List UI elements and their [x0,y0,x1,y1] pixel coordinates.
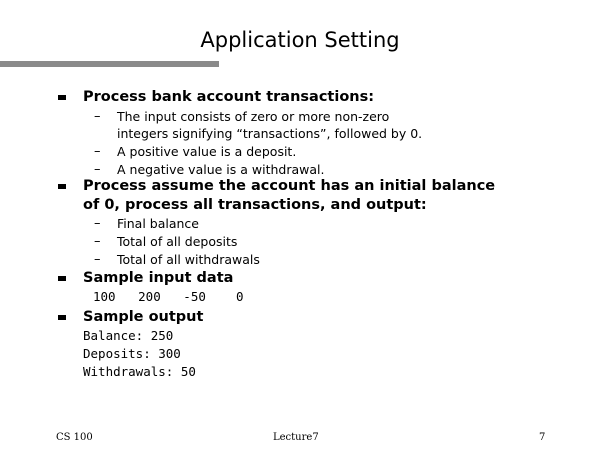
sample-output-code: Balance: 250 [83,328,174,343]
sub-bullet-text: A positive value is a deposit. [117,144,297,159]
bullet-text: Sample input data [83,270,234,286]
sub-bullet-dash: – [94,162,101,177]
sub-bullet-dash: – [94,234,101,249]
bullet-marker [58,184,66,189]
footer-page-number: 7 [539,432,546,443]
sample-input-code: 100 200 -50 0 [93,289,244,304]
bullet-text: of 0, process all transactions, and output: [83,197,427,213]
bullet-marker [58,315,66,320]
title-underline-bar [0,61,219,67]
sub-bullet-text: Final balance [117,216,199,231]
bullet-marker [58,276,66,281]
footer-lecture: Lecture7 [273,432,319,443]
sub-bullet-dash: – [94,109,101,124]
sample-output-code: Withdrawals: 50 [83,364,196,379]
sub-bullet-dash: – [94,252,101,267]
sub-bullet-text: integers signifying “transactions”, followed by 0. [117,126,423,141]
sub-bullet-text: A negative value is a withdrawal. [117,162,325,177]
bullet-text: Process assume the account has an initial balance [83,178,496,194]
bullet-text: Process bank account transactions: [83,89,375,105]
slide-title: Application Setting [200,28,400,52]
footer-course: CS 100 [56,432,93,443]
sub-bullet-text: The input consists of zero or more non-zero [117,109,390,124]
bullet-text: Sample output [83,309,204,325]
sample-output-code: Deposits: 300 [83,346,181,361]
bullet-marker [58,95,66,100]
sub-bullet-text: Total of all deposits [117,234,238,249]
sub-bullet-dash: – [94,216,101,231]
sub-bullet-dash: – [94,144,101,159]
sub-bullet-text: Total of all withdrawals [117,252,260,267]
